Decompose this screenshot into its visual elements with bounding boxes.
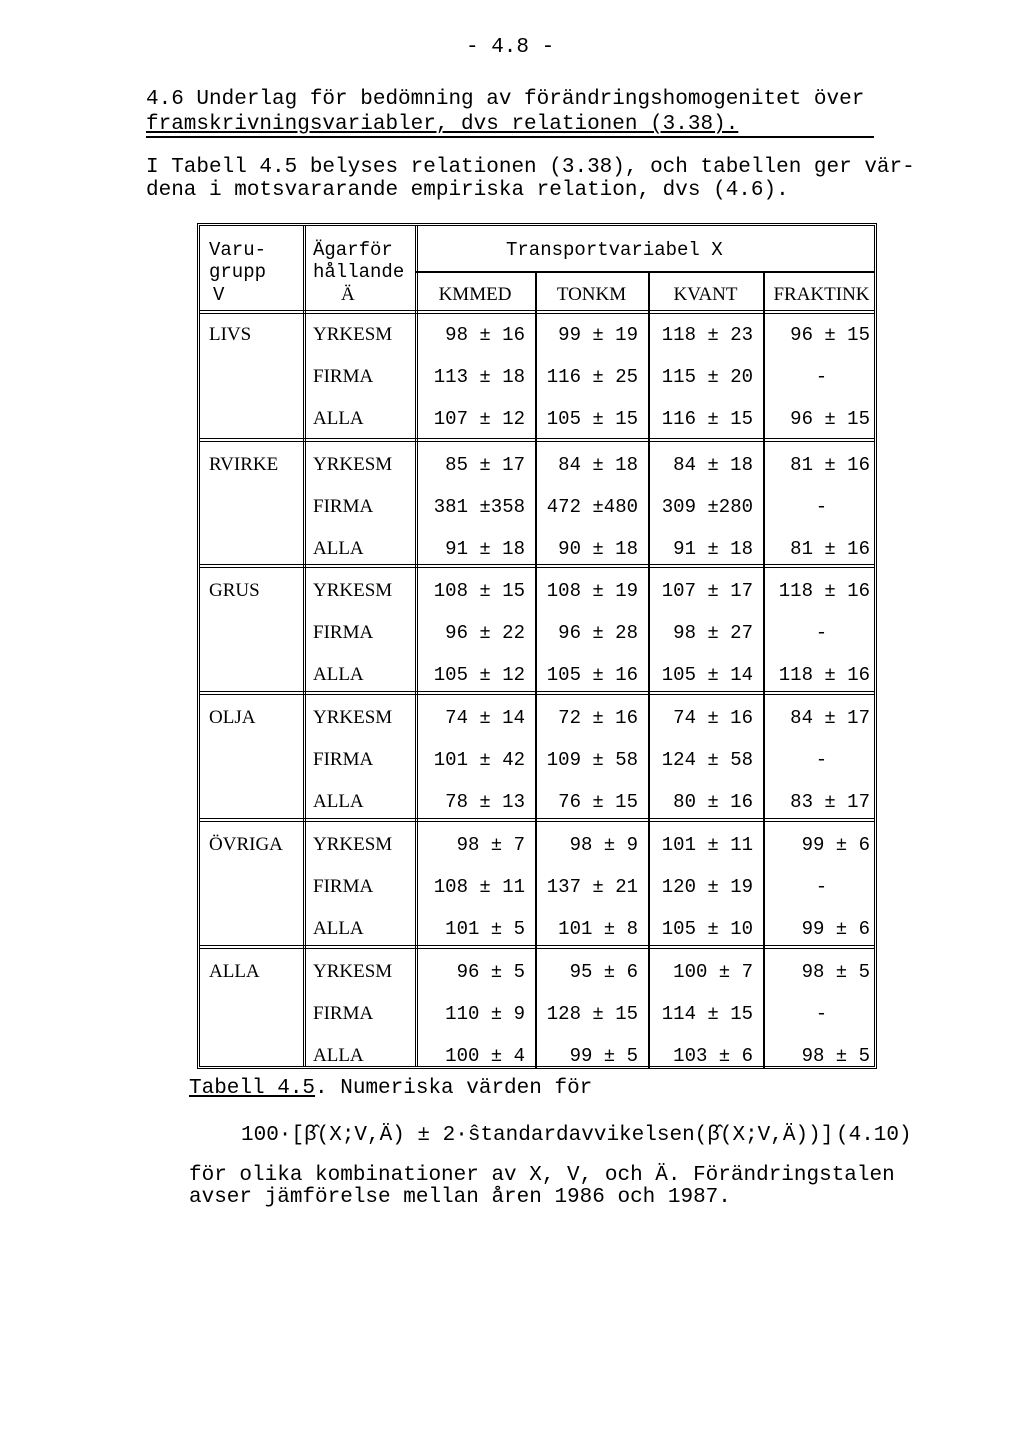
table-cell-value: 99 ± 5 [569,1045,638,1067]
table-cell-value: 381 ±358 [433,496,525,518]
group-name: ALLA [209,961,260,982]
owner-label: YRKESM [313,454,393,475]
group-name: RVIRKE [209,454,279,475]
owner-label: ALLA [313,918,364,939]
group-divider [200,945,874,949]
formula: 100·[β̂(X;V,Ä) ± 2·ŝtandardavvikelsen(β̂(X;V,Ä))] [241,1124,834,1147]
table-cell-value: 96 ± 15 [790,408,870,430]
table-cell-value: 78 ± 13 [445,791,525,813]
table-cell-value: 108 ± 11 [433,876,525,898]
header-agarforhallande-line2: hållande [313,261,405,283]
table-cell-value: 105 ± 16 [546,664,638,686]
table-cell-value: 118 ± 23 [661,324,753,346]
table-cell-value: 80 ± 16 [673,791,753,813]
table-cell-value: 137 ± 21 [546,876,638,898]
header-agarforhallande-line1: Ägarför [313,239,393,261]
header-varugrupp-line3: V [213,284,225,306]
intro-paragraph-line2: dena i motsvararande empiriska relation, dvs (4.6). [146,179,789,202]
table-cell-value: 84 ± 18 [558,454,638,476]
table-cell-value: 85 ± 17 [445,454,525,476]
table-cell-value: 99 ± 19 [558,324,638,346]
table-cell-value: 99 ± 6 [801,834,870,856]
header-divider [415,271,874,273]
owner-label: FIRMA [313,876,374,897]
table-cell-value: 81 ± 16 [790,454,870,476]
table-cell-value: 98 ± 5 [801,1045,870,1067]
caption-line2: avser jämförelse mellan åren 1986 och 1987. [189,1186,731,1209]
table-cell-value: - [815,1003,828,1025]
header-varugrupp-line1: Varu- [209,239,267,261]
section-heading-line1: 4.6 Underlag för bedömning av förändringshomogenitet över [146,88,865,111]
owner-label: FIRMA [313,1003,374,1024]
owner-label: ALLA [313,538,364,559]
table-cell-value: 98 ± 27 [673,622,753,644]
owner-label: YRKESM [313,707,393,728]
table-cell-value: 114 ± 15 [661,1003,753,1025]
owner-label: FIRMA [313,366,374,387]
column-divider [303,226,306,1066]
table-cell-value: - [815,366,828,388]
group-name: OLJA [209,707,256,728]
group-divider [200,818,874,822]
table-cell-value: 110 ± 9 [445,1003,525,1025]
table-cell-value: 101 ± 5 [445,918,525,940]
table-cell-value: 105 ± 15 [546,408,638,430]
owner-label: YRKESM [313,834,393,855]
table-cell-value: 91 ± 18 [445,538,525,560]
group-name: ÖVRIGA [209,834,283,855]
table-cell-value: 95 ± 6 [569,961,638,983]
table-cell-value: 116 ± 25 [546,366,638,388]
table-cell-value: 84 ± 18 [673,454,753,476]
group-name: GRUS [209,580,260,601]
owner-label: YRKESM [313,324,393,345]
formula-number: (4.10) [836,1124,912,1147]
header-agarforhallande-line3: Ä [341,284,355,305]
page-number: - 4.8 - [466,36,555,59]
header-varugrupp-line2: grupp [209,261,267,283]
table-cell-value: 108 ± 19 [546,580,638,602]
table-cell-value: 81 ± 16 [790,538,870,560]
table-cell-value: 98 ± 5 [801,961,870,983]
table-cell-value: 118 ± 16 [778,664,870,686]
table-cell-value: 113 ± 18 [433,366,525,388]
table-cell-value: 115 ± 20 [661,366,753,388]
table-cell-value: - [815,496,828,518]
table-cell-value: 105 ± 12 [433,664,525,686]
table-cell-value: 99 ± 6 [801,918,870,940]
table-cell-value: 109 ± 58 [546,749,638,771]
table-cell-value: 309 ±280 [661,496,753,518]
table-cell-value: 101 ± 8 [558,918,638,940]
table-cell-value: 98 ± 16 [445,324,525,346]
table-cell-value: 101 ± 11 [661,834,753,856]
data-table [197,223,877,1069]
table-cell-value: 90 ± 18 [558,538,638,560]
owner-label: ALLA [313,1045,364,1066]
table-cell-value: 84 ± 17 [790,707,870,729]
table-cell-value: 74 ± 14 [445,707,525,729]
table-cell-value: 96 ± 28 [558,622,638,644]
table-caption-rest: . Numeriska värden för [315,1077,593,1100]
group-divider [200,691,874,695]
table-cell-value: 98 ± 7 [456,834,525,856]
table-cell-value: 72 ± 16 [558,707,638,729]
caption-line1: för olika kombinationer av X, V, och Ä. Förändringstalen [189,1164,895,1187]
table-cell-value: 124 ± 58 [661,749,753,771]
group-divider [200,438,874,442]
table-cell-value: 96 ± 5 [456,961,525,983]
table-cell-value: 96 ± 22 [445,622,525,644]
table-cell-value: 105 ± 14 [661,664,753,686]
table-cell-value: 100 ± 4 [445,1045,525,1067]
owner-label: ALLA [313,408,364,429]
table-cell-value: 120 ± 19 [661,876,753,898]
column-divider [415,226,418,1066]
table-cell-value: 74 ± 16 [673,707,753,729]
table-cell-value: 472 ±480 [546,496,638,518]
group-divider [200,564,874,568]
table-cell-value: - [815,622,828,644]
table-cell-value: 103 ± 6 [673,1045,753,1067]
table-cell-value: 100 ± 7 [673,961,753,983]
owner-label: FIRMA [313,622,374,643]
table-cell-value: 108 ± 15 [433,580,525,602]
column-header-fraktink: FRAKTINK [773,284,870,305]
table-cell-value: 101 ± 42 [433,749,525,771]
table-cell-value: 118 ± 16 [778,580,870,602]
table-cell-value: 98 ± 9 [569,834,638,856]
column-header-kvant: KVANT [673,284,738,305]
table-cell-value: 91 ± 18 [673,538,753,560]
table-cell-value: - [815,876,828,898]
heading-underline [146,136,874,138]
table-cell-value: 76 ± 15 [558,791,638,813]
table-cell-value: 105 ± 10 [661,918,753,940]
table-cell-value: 116 ± 15 [661,408,753,430]
header-bottom-divider [200,310,874,314]
table-cell-value: 107 ± 17 [661,580,753,602]
section-heading-line2: framskrivningsvariabler, dvs relationen (3.38). [146,113,739,136]
table-cell-value: 128 ± 15 [546,1003,638,1025]
owner-label: FIRMA [313,749,374,770]
owner-label: FIRMA [313,496,374,517]
table-cell-value: 96 ± 15 [790,324,870,346]
owner-label: YRKESM [313,580,393,601]
group-name: LIVS [209,324,252,345]
owner-label: ALLA [313,791,364,812]
column-header-tonkm: TONKM [556,284,627,305]
header-transportvariabel: Transportvariabel X [506,239,723,261]
table-cell-value: - [815,749,828,771]
table-caption-label: Tabell 4.5 [189,1077,316,1100]
table-caption-title [189,1077,592,1100]
intro-paragraph-line1: I Tabell 4.5 belyses relationen (3.38), och tabellen ger vär- [146,156,915,179]
column-header-kmmed: KMMED [438,284,512,305]
table-cell-value: 83 ± 17 [790,791,870,813]
table-cell-value: 107 ± 12 [433,408,525,430]
owner-label: ALLA [313,664,364,685]
owner-label: YRKESM [313,961,393,982]
